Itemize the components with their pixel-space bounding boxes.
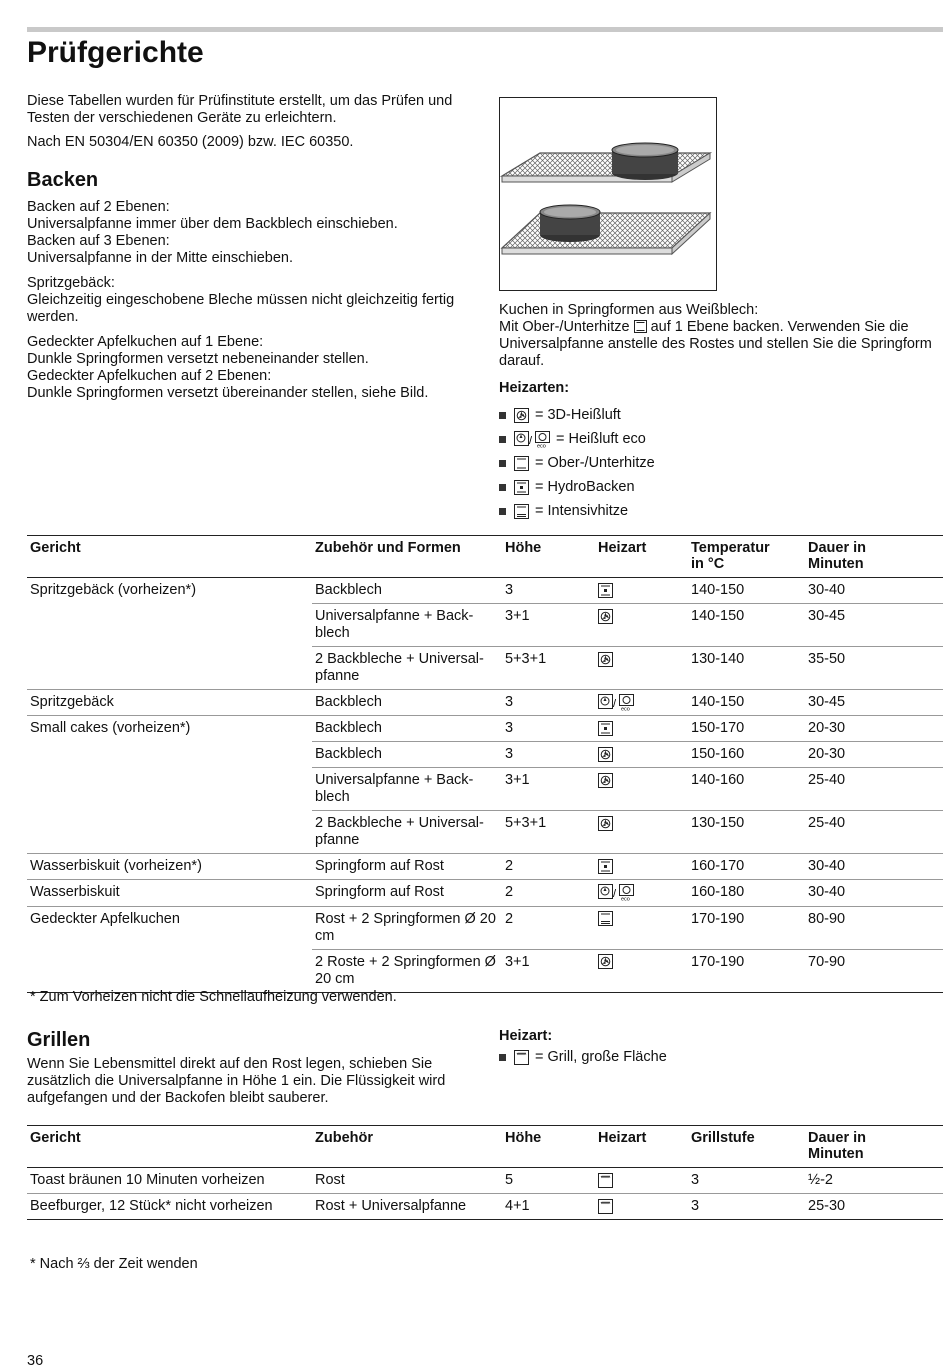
column-header: Höhe xyxy=(505,540,542,556)
bullet-icon xyxy=(499,1054,506,1061)
temperatur-cell: 170-190 xyxy=(688,906,805,949)
zubehoer-cell: Backblech xyxy=(312,716,502,742)
hydro-baking-icon xyxy=(514,480,529,495)
dauer-cell: 80-90 xyxy=(805,906,943,949)
list-item xyxy=(499,475,939,499)
column-header: Gericht xyxy=(30,540,81,556)
intensive-heat-icon xyxy=(598,911,613,926)
table-row xyxy=(27,1168,943,1194)
zubehoer-cell: Rost + 2 Springformen Ø 20 cm xyxy=(312,906,502,949)
hoehe-cell: 2 xyxy=(502,880,595,906)
backen-table-body xyxy=(27,578,943,993)
dauer-cell: 25-30 xyxy=(805,1194,943,1220)
header-text: Temperatur in °C xyxy=(691,540,770,572)
3d-hot-air-icon xyxy=(598,954,613,969)
table-row xyxy=(27,690,943,716)
page-number: 36 xyxy=(27,1353,44,1369)
zubehoer-cell: Universalpfanne + Back-blech xyxy=(312,604,502,647)
header-text: Dauer in Minuten xyxy=(808,540,867,572)
grill-large-area-icon xyxy=(598,1173,613,1188)
dauer-cell: 20-30 xyxy=(805,716,943,742)
bullet-icon xyxy=(499,436,506,443)
hoehe-cell: 3+1 xyxy=(502,604,595,647)
text-line: auf 1 Ebene backen. Verwenden Sie die Universalpfanne anstelle des Rostes und stellen Sie die Springform darauf. xyxy=(499,319,932,369)
text-line: Mit Ober-/Unterhitze xyxy=(499,319,630,335)
top-bottom-heat-icon xyxy=(634,320,647,333)
temperatur-cell: 160-180 xyxy=(688,880,805,906)
temperatur-cell: 150-170 xyxy=(688,716,805,742)
heizarten-panel xyxy=(499,302,939,523)
heizart-cell xyxy=(595,647,688,690)
grill-large-area-icon xyxy=(598,1199,613,1214)
table-row xyxy=(27,716,943,742)
heizart-cell xyxy=(595,880,688,906)
zubehoer-cell: Springform auf Rost xyxy=(312,854,502,880)
3d-hot-air-icon xyxy=(598,773,613,788)
gericht-cell xyxy=(27,811,312,854)
hoehe-cell: 3+1 xyxy=(502,949,595,992)
text-line: Gedeckter Apfelkuchen auf 1 Ebene: xyxy=(27,334,264,350)
3d-hot-air-icon xyxy=(514,408,529,423)
hoehe-cell: 3 xyxy=(502,716,595,742)
footnote: * Zum Vorheizen nicht die Schnellaufheizung verwenden. xyxy=(30,989,397,1005)
hoehe-cell: 3 xyxy=(505,582,514,598)
bullet-icon xyxy=(499,484,506,491)
temperatur-cell: 140-150 xyxy=(691,582,745,598)
text-line: Spritzgebäck: xyxy=(27,275,115,291)
heizart-cell xyxy=(595,578,688,604)
heizart-label: = Grill, große Fläche xyxy=(535,1049,667,1065)
intro xyxy=(27,93,477,158)
dauer-cell: ½-2 xyxy=(808,1172,833,1188)
zubehoer-cell: 2 Backbleche + Universal-pfanne xyxy=(312,811,502,854)
heizart-cell xyxy=(595,690,688,716)
heizart-cell xyxy=(595,1194,688,1220)
zubehoer-cell: Universalpfanne + Back-blech xyxy=(312,768,502,811)
dauer-cell: 30-45 xyxy=(805,604,943,647)
temperatur-cell: 140-150 xyxy=(688,604,805,647)
dauer-cell: 30-40 xyxy=(805,880,943,906)
bullet-icon xyxy=(499,460,506,467)
table-row xyxy=(27,854,943,880)
table-row xyxy=(27,578,943,604)
table-row xyxy=(27,1194,943,1220)
dauer-cell: 35-50 xyxy=(805,647,943,690)
gericht-cell: Toast bräunen 10 Minuten vorheizen xyxy=(30,1172,265,1188)
section-heading-backen: Backen xyxy=(27,169,99,191)
top-rule xyxy=(27,27,943,32)
zubehoer-cell: Backblech xyxy=(312,742,502,768)
dauer-cell: 30-45 xyxy=(805,690,943,716)
temperatur-cell: 150-160 xyxy=(688,742,805,768)
heizart-label: = Intensivhitze xyxy=(535,502,629,519)
list-item xyxy=(499,1049,939,1066)
gericht-cell xyxy=(27,768,312,811)
column-header: Zubehör und Formen xyxy=(315,540,461,556)
svg-text:/: / xyxy=(613,698,617,710)
column-header: Gericht xyxy=(30,1130,81,1146)
hoehe-cell: 3 xyxy=(502,742,595,768)
intensive-heat-icon xyxy=(514,504,529,519)
heizart-label: = Ober-/Unterhitze xyxy=(535,454,655,471)
spritzgebaeck-paragraph xyxy=(27,275,477,326)
column-header: Heizart xyxy=(598,1130,647,1146)
gericht-cell: Wasserbiskuit (vorheizen*) xyxy=(27,854,312,880)
hoehe-cell: 5+3+1 xyxy=(502,647,595,690)
text-line: Backen auf 2 Ebenen: xyxy=(27,199,170,215)
intro-paragraph: Diese Tabellen wurden für Prüfinstitute erstellt, um das Prüfen und Testen der verschiedenen Geräte zu erleichtern. xyxy=(27,93,453,126)
gericht-cell xyxy=(27,949,312,992)
zubehoer-cell: Rost xyxy=(315,1172,345,1188)
list-item xyxy=(499,499,939,523)
hot-air-eco-icon xyxy=(598,884,636,901)
text-line: Universalpfanne immer über dem Backblech einschieben. xyxy=(27,216,398,232)
header-text: Dauer in Minuten xyxy=(808,1130,867,1162)
3d-hot-air-icon xyxy=(598,652,613,667)
heizart-cell xyxy=(595,949,688,992)
gericht-cell: Small cakes (vorheizen*) xyxy=(27,716,312,742)
backen-table xyxy=(27,535,943,993)
backen-instructions xyxy=(27,199,477,410)
gericht-cell xyxy=(27,604,312,647)
backen-levels-paragraph xyxy=(27,199,477,267)
zubehoer-cell: Springform auf Rost xyxy=(312,880,502,906)
kuchen-note xyxy=(499,302,939,370)
table-header-row xyxy=(27,1126,943,1168)
dauer-cell: 25-40 xyxy=(805,811,943,854)
grillen-table xyxy=(27,1125,943,1220)
hydro-baking-icon xyxy=(598,721,613,736)
heizart-cell xyxy=(595,1168,688,1194)
table-row xyxy=(27,906,943,949)
heizart-cell xyxy=(595,742,688,768)
list-item xyxy=(499,451,939,475)
text-line: Kuchen in Springformen aus Weißblech: xyxy=(499,302,759,318)
springform-illustration xyxy=(499,97,717,291)
gericht-cell xyxy=(27,647,312,690)
temperatur-cell: 140-150 xyxy=(688,690,805,716)
column-header: Höhe xyxy=(505,1130,542,1146)
gericht-cell: Spritzgebäck (vorheizen*) xyxy=(30,582,197,598)
zubehoer-cell: 2 Backbleche + Universal-pfanne xyxy=(312,647,502,690)
dauer-cell: 70-90 xyxy=(805,949,943,992)
column-header: Grillstufe xyxy=(691,1130,755,1146)
hydro-baking-icon xyxy=(598,583,613,598)
zubehoer-cell: 2 Roste + 2 Springformen Ø 20 cm xyxy=(312,949,502,992)
heizart-label: = Heißluft eco xyxy=(556,430,646,447)
zubehoer-cell: Backblech xyxy=(312,690,502,716)
column-header xyxy=(688,536,805,578)
hoehe-cell: 2 xyxy=(502,854,595,880)
zubehoer-cell: Backblech xyxy=(315,582,382,598)
temperatur-cell: 130-150 xyxy=(688,811,805,854)
top-bottom-heat-icon xyxy=(514,456,529,471)
text-line: Backen auf 3 Ebenen: xyxy=(27,233,170,249)
hot-air-eco-icon xyxy=(598,694,636,711)
heizart-cell xyxy=(595,854,688,880)
heizart-label: = HydroBacken xyxy=(535,478,635,495)
temperatur-cell: 130-140 xyxy=(688,647,805,690)
hoehe-cell: 2 xyxy=(502,906,595,949)
svg-text:/: / xyxy=(613,888,617,901)
svg-text:eco: eco xyxy=(621,896,630,902)
table-row xyxy=(27,811,943,854)
text-line: Gleichzeitig eingeschobene Bleche müssen nicht gleichzeitig fertig werden. xyxy=(27,292,455,325)
grillstufe-cell: 3 xyxy=(691,1172,700,1188)
temperatur-cell: 160-170 xyxy=(688,854,805,880)
column-header: Zubehör xyxy=(315,1130,373,1146)
heizart-title: Heizart: xyxy=(499,1028,553,1044)
heizart-cell xyxy=(595,604,688,647)
table-row xyxy=(27,604,943,647)
heizarten-list xyxy=(499,403,939,523)
heizart-cell xyxy=(595,716,688,742)
zubehoer-cell: Rost + Universalpfanne xyxy=(312,1194,502,1220)
table-header-row xyxy=(27,536,943,578)
heizarten-title: Heizarten: xyxy=(499,380,570,396)
column-header xyxy=(805,536,943,578)
dauer-cell: 25-40 xyxy=(805,768,943,811)
apfelkuchen-paragraph xyxy=(27,334,477,402)
list-item xyxy=(499,403,939,427)
text-line: Gedeckter Apfelkuchen auf 2 Ebenen: xyxy=(27,368,272,384)
table-row xyxy=(27,949,943,992)
dauer-cell: 30-40 xyxy=(808,582,846,598)
intro-standard: Nach EN 50304/EN 60350 (2009) bzw. IEC 60350. xyxy=(27,134,354,150)
bullet-icon xyxy=(499,412,506,419)
svg-text:eco: eco xyxy=(537,443,546,448)
section-heading-grillen: Grillen xyxy=(27,1029,91,1051)
3d-hot-air-icon xyxy=(598,816,613,831)
table-row xyxy=(27,768,943,811)
svg-text:eco: eco xyxy=(621,706,630,711)
heizart-cell xyxy=(595,906,688,949)
svg-text:/: / xyxy=(529,434,533,447)
grill-large-area-icon xyxy=(514,1050,529,1065)
text-line: Universalpfanne in der Mitte einschieben. xyxy=(27,250,293,266)
column-header xyxy=(805,1126,943,1168)
3d-hot-air-icon xyxy=(598,609,613,624)
text-line: Dunkle Springformen versetzt nebeneinander stellen. xyxy=(27,351,369,367)
table-row xyxy=(27,880,943,906)
hoehe-cell: 3+1 xyxy=(502,768,595,811)
grill-heizart-panel xyxy=(499,1028,939,1066)
gericht-cell xyxy=(27,742,312,768)
heizart-cell xyxy=(595,768,688,811)
3d-hot-air-icon xyxy=(598,747,613,762)
gericht-cell: Wasserbiskuit xyxy=(27,880,312,906)
gericht-cell: Gedeckter Apfelkuchen xyxy=(27,906,312,949)
hoehe-cell: 5+3+1 xyxy=(502,811,595,854)
text-line: Dunkle Springformen versetzt übereinander stellen, siehe Bild. xyxy=(27,385,429,401)
page-title: Prüfgerichte xyxy=(27,36,204,69)
temperatur-cell: 140-160 xyxy=(688,768,805,811)
gericht-cell: Spritzgebäck xyxy=(27,690,312,716)
bullet-icon xyxy=(499,508,506,515)
column-header: Heizart xyxy=(598,540,647,556)
list-item xyxy=(499,427,939,451)
footnote: * Nach ⅔ der Zeit wenden xyxy=(30,1256,198,1272)
heizart-label: = 3D-Heißluft xyxy=(535,406,621,423)
dauer-cell: 30-40 xyxy=(805,854,943,880)
grillen-instructions: Wenn Sie Lebensmittel direkt auf den Rost legen, schieben Sie zusätzlich die Universalpfanne in Höhe 1 ein. Die Flüssigkeit wird aufgefangen und der Backofen bleibt sauberer. xyxy=(27,1056,446,1106)
gericht-cell: Beefburger, 12 Stück* nicht vorheizen xyxy=(27,1194,312,1220)
temperatur-cell: 170-190 xyxy=(688,949,805,992)
grillen-table-body xyxy=(27,1168,943,1220)
hydro-baking-icon xyxy=(598,859,613,874)
hoehe-cell: 5 xyxy=(505,1172,514,1188)
hot-air-eco-icon xyxy=(514,431,552,448)
dauer-cell: 20-30 xyxy=(805,742,943,768)
heizart-cell xyxy=(595,811,688,854)
hoehe-cell: 3 xyxy=(502,690,595,716)
grillstufe-cell: 3 xyxy=(688,1194,805,1220)
table-row xyxy=(27,742,943,768)
hoehe-cell: 4+1 xyxy=(502,1194,595,1220)
table-row xyxy=(27,647,943,690)
